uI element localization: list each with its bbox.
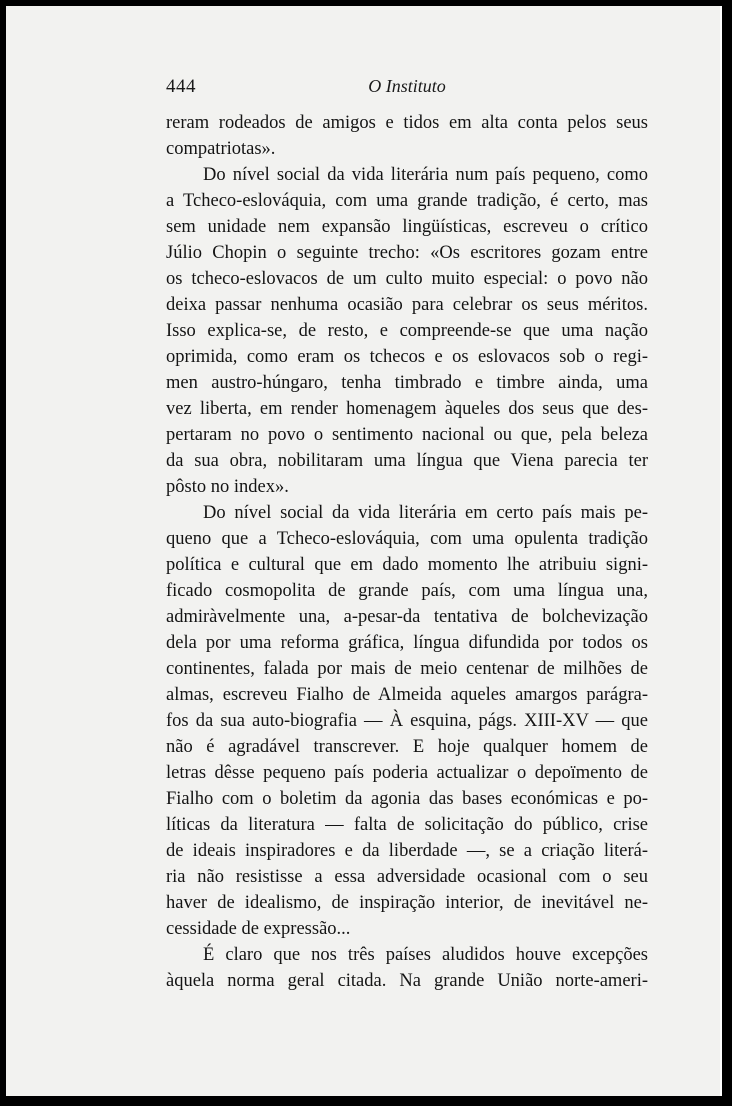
text-line: deixa passar nenhuma ocasião para celebrar os seus méritos. [166, 295, 648, 315]
text-line: a Tcheco-eslováquia, com uma grande tradição, é certo, mas [166, 191, 648, 211]
body-text [166, 110, 648, 994]
text-line: Do nível social da vida literária em certo país mais pe- [203, 503, 648, 523]
text-line: sem unidade nem expansão lingüísticas, escreveu o crítico [166, 217, 648, 237]
text-line: oprimida, como eram os tchecos e os eslovacos sob o regi- [166, 347, 648, 367]
text-line: almas, escreveu Fialho de Almeida aqueles amargos parágra- [166, 685, 648, 705]
text-line: os tcheco-eslovacos de um culto muito especial: o povo não [166, 269, 648, 289]
text-line: Do nível social da vida literária num país pequeno, como [203, 165, 648, 185]
text-line: haver de idealismo, de inspiração interior, de inevitável ne- [166, 893, 648, 913]
running-title: O Instituto [368, 76, 446, 96]
text-line: admiràvelmente una, a-pesar-da tentativa de bolchevização [166, 607, 648, 627]
text-line: reram rodeados de amigos e tidos em alta conta pelos seus [166, 113, 648, 133]
text-line: vez liberta, em render homenagem àqueles dos seus que des- [166, 399, 648, 419]
text-line: àquela norma geral citada. Na grande União norte-ameri- [166, 971, 648, 991]
text-line: compatriotas». [166, 139, 276, 159]
text-line: política e cultural que em dado momento lhe atribuiu signi- [166, 555, 648, 575]
text-line: Isso explica-se, de resto, e compreende-se que uma nação [166, 321, 648, 341]
text-line: men austro-húngaro, tenha timbrado e timbre ainda, uma [166, 373, 648, 393]
text-line: ficado cosmopolita de grande país, com uma língua una, [166, 581, 648, 601]
book-page [6, 6, 722, 1096]
text-line: Júlio Chopin o seguinte trecho: «Os escritores gozam entre [166, 243, 648, 263]
text-line: de ideais inspiradores e da liberdade —, se a criação literá- [166, 841, 648, 861]
text-line: É claro que nos três países aludidos houve excepções [203, 945, 648, 965]
text-line: fos da sua auto-biografia — À esquina, págs. XIII-XV — que [166, 711, 648, 731]
text-line: letras dêsse pequeno país poderia actualizar o depoïmento de [166, 763, 648, 783]
page-header [166, 76, 648, 102]
text-line: continentes, falada por mais de meio centenar de milhões de [166, 659, 648, 679]
text-line: líticas da literatura — falta de solicitação do público, crise [166, 815, 648, 835]
text-line: pertaram no povo o sentimento nacional ou que, pela beleza [166, 425, 648, 445]
text-line: ria não resistisse a essa adversidade ocasional com o seu [166, 867, 648, 887]
text-line: queno que a Tcheco-eslováquia, com uma opulenta tradição [166, 529, 648, 549]
text-line: dela por uma reforma gráfica, língua difundida por todos os [166, 633, 648, 653]
text-line: da sua obra, nobilitaram uma língua que Viena parecia ter [166, 451, 648, 471]
text-line: não é agradável transcrever. E hoje qualquer homem de [166, 737, 648, 757]
text-line: pôsto no index». [166, 477, 289, 497]
text-line: Fialho com o boletim da agonia das bases económicas e po- [166, 789, 648, 809]
page-number: 444 [166, 76, 196, 97]
text-line: cessidade de expressão... [166, 919, 351, 939]
